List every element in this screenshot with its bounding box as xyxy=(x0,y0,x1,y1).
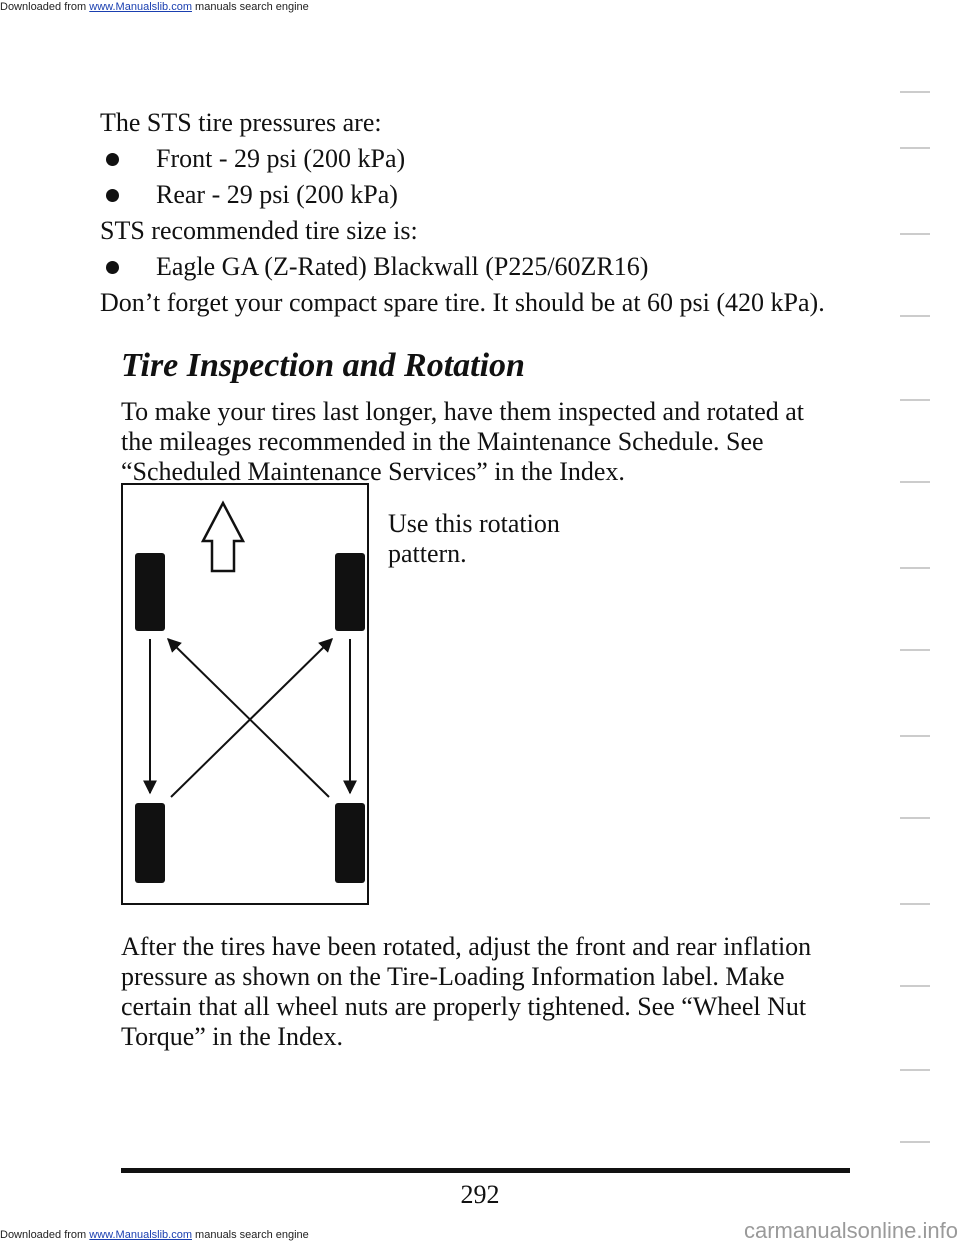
front-left-tire xyxy=(135,553,165,631)
footer-rule xyxy=(121,1168,850,1173)
pressure-list xyxy=(100,144,860,210)
banner-bottom-text: Downloaded from www.Manualslib.com manuals search engine xyxy=(0,1229,309,1241)
front-right-tire xyxy=(335,553,365,631)
list-item: Rear - 29 psi (200 kPa) xyxy=(100,180,860,210)
watermark-link[interactable]: carmanualsonline.info xyxy=(743,1218,958,1243)
pressures-intro: The STS tire pressures are: xyxy=(100,108,382,137)
banner-prefix: Downloaded from xyxy=(0,1,87,13)
cross-arrow-to-front-right xyxy=(171,639,332,797)
download-banner-top xyxy=(0,0,309,14)
download-banner-bottom xyxy=(0,1218,960,1243)
rotation-diagram xyxy=(121,483,369,905)
banner-suffix: manuals search engine xyxy=(195,1,309,13)
manualslib-link[interactable]: www.Manualslib.com xyxy=(89,1,192,13)
manualslib-link-bottom[interactable]: www.Manualslib.com xyxy=(89,1229,192,1241)
spare-tire-note: Don’t forget your compact spare tire. It should be at 60 psi (420 kPa). xyxy=(100,288,825,317)
cross-arrow-to-front-left xyxy=(168,639,329,797)
list-item: Eagle GA (Z-Rated) Blackwall (P225/60ZR16) xyxy=(100,252,860,282)
rotation-intro: To make your tires last longer, have them inspected and rotated at the mileages recommended in the Maintenance Schedule. See “Scheduled Maintenance Services” in the Index. xyxy=(121,397,805,486)
bullet-icon xyxy=(106,261,119,274)
bullet-icon xyxy=(106,153,119,166)
diagram-caption: Use this rotation pattern. xyxy=(388,509,560,568)
pressure-section xyxy=(100,108,860,318)
bullet-icon xyxy=(106,189,119,202)
section-heading: Tire Inspection and Rotation xyxy=(121,347,525,384)
tire-size-intro: STS recommended tire size is: xyxy=(100,216,418,245)
forward-arrow-icon xyxy=(203,503,243,571)
rear-right-tire xyxy=(335,803,365,883)
after-rotation-text: After the tires have been rotated, adjust the front and rear inflation pressure as shown on the Tire-Loading Information label. Make certain that all wheel nuts are properly tightened. See “Wheel Nut Torque” in the Index. xyxy=(121,932,812,1051)
rear-left-tire xyxy=(135,803,165,883)
page-number: 292 xyxy=(460,1180,500,1209)
tire-size-list xyxy=(100,252,860,282)
list-item: Front - 29 psi (200 kPa) xyxy=(100,144,860,174)
margin-tick-marks xyxy=(870,90,960,1150)
rotation-pattern-icon xyxy=(123,485,367,903)
